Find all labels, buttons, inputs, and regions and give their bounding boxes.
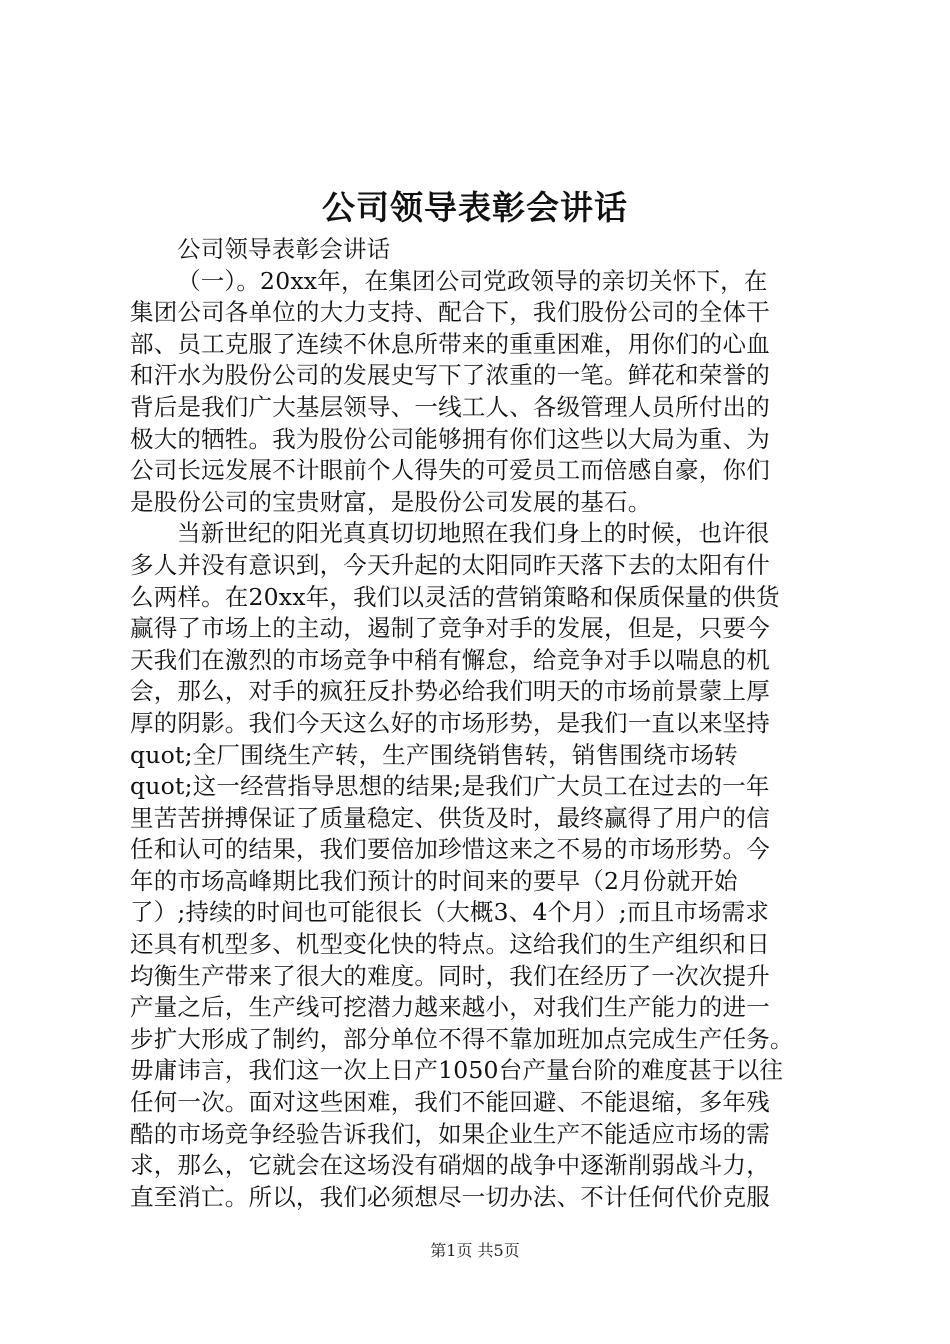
body-line: 年的市场高峰期比我们预计的时间来的要早（2月份就开始	[130, 866, 738, 895]
page-footer: 第1页 共5页	[430, 1241, 520, 1260]
body-line: 里苦苦拼搏保证了质量稳定、供货及时，最终赢得了用户的信	[130, 803, 770, 832]
body-line: 极大的牺牲。我为股份公司能够拥有你们这些以大局为重、为	[130, 424, 770, 453]
body-line: quot;这一经营指导思想的结果;是我们广大员工在过去的一年	[130, 772, 770, 801]
body-line: 厚的阴影。我们今天这么好的市场形势，是我们一直以来坚持	[130, 708, 770, 737]
body-line: 产量之后，生产线可挖潜力越来越小，对我们生产能力的进一	[130, 993, 770, 1022]
body-line: 均衡生产带来了很大的难度。同时，我们在经历了一次次提升	[130, 961, 770, 990]
body-line: （一）。20xx年，在集团公司党政领导的亲切关怀下，在	[177, 266, 768, 295]
body-line: 会，那么，对手的疯狂反扑势必给我们明天的市场前景蒙上厚	[130, 677, 770, 706]
body-line: 公司长远发展不计眼前个人得失的可爱员工而倍感自豪，你们	[130, 456, 770, 485]
body-line: 任和认可的结果，我们要倍加珍惜这来之不易的市场形势。今	[130, 835, 770, 864]
body-line: 求，那么，它就会在这场没有硝烟的战争中逐渐削弱战斗力，	[130, 1151, 770, 1180]
body-line: 集团公司各单位的大力支持、配合下，我们股份公司的全体干	[130, 298, 770, 327]
document-title: 公司领导表彰会讲话	[322, 188, 628, 227]
body-line: 酷的市场竞争经验告诉我们，如果企业生产不能适应市场的需	[130, 1119, 770, 1148]
body-line: 公司领导表彰会讲话	[177, 235, 391, 263]
body-line: 还具有机型多、机型变化快的特点。这给我们的生产组织和日	[130, 930, 770, 959]
body-line: quot;全厂围绕生产转，生产围绕销售转，销售围绕市场转	[130, 740, 738, 769]
body-line: 多人并没有意识到，今天升起的太阳同昨天落下去的太阳有什	[130, 550, 770, 579]
body-line: 么两样。在20xx年，我们以灵活的营销策略和保质保量的供货	[130, 582, 780, 611]
body-line: 赢得了市场上的主动，遏制了竞争对手的发展，但是，只要今	[130, 614, 770, 643]
body-line: 直至消亡。所以，我们必须想尽一切办法、不计任何代价克服	[130, 1182, 770, 1211]
body-line: 步扩大形成了制约，部分单位不得不靠加班加点完成生产任务。	[130, 1024, 794, 1053]
body-line: 是股份公司的宝贵财富，是股份公司发展的基石。	[130, 487, 652, 516]
body-line: 部、员工克服了连续不休息所带来的重重困难，用你们的心血	[130, 329, 770, 358]
body-line: 天我们在激烈的市场竞争中稍有懈怠，给竞争对手以喘息的机	[130, 645, 770, 674]
body-line: 了）;持续的时间也可能很长（大概3、4个月）;而且市场需求	[130, 898, 770, 927]
document-body	[130, 234, 850, 1213]
body-line: 毋庸讳言，我们这一次上日产1050台产量台阶的难度甚于以往	[130, 1056, 784, 1085]
body-line: 当新世纪的阳光真真切切地照在我们身上的时候，也许很	[177, 519, 770, 548]
body-line: 背后是我们广大基层领导、一线工人、各级管理人员所付出的	[130, 392, 770, 421]
body-line: 任何一次。面对这些困难，我们不能回避、不能退缩，多年残	[130, 1088, 770, 1117]
body-line: 和汗水为股份公司的发展史写下了浓重的一笔。鲜花和荣誉的	[130, 361, 770, 390]
